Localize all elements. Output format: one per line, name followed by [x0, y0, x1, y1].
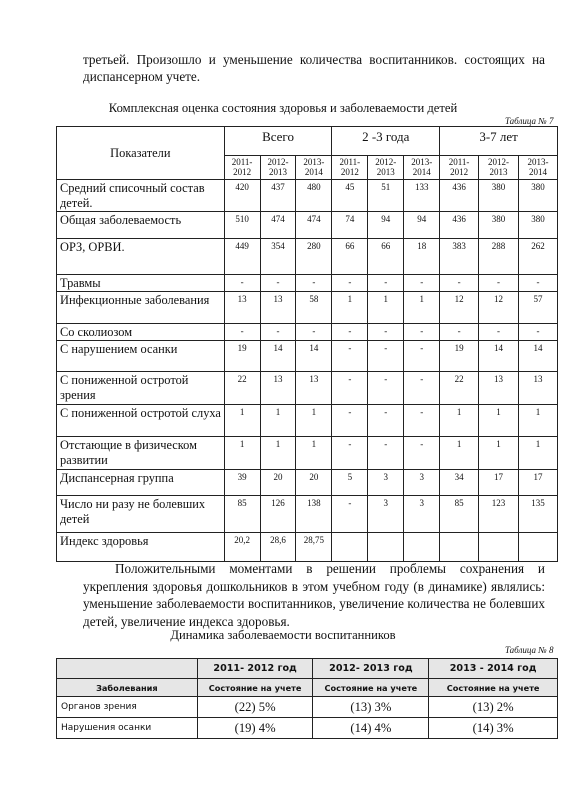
- value-cell: -: [224, 324, 260, 341]
- value-cell: -: [368, 405, 404, 437]
- value-cell: -: [368, 341, 404, 372]
- value-cell: 510: [224, 212, 260, 239]
- value-cell: -: [332, 405, 368, 437]
- indicator-label: С нарушением осанки: [57, 341, 225, 372]
- year-subheader: 2013- 2014: [296, 156, 332, 180]
- value-cell: 288: [479, 239, 519, 275]
- value-cell: 45: [332, 180, 368, 212]
- value-cell: 1: [440, 405, 479, 437]
- value-cell: 380: [479, 180, 519, 212]
- value-cell: 1: [260, 437, 296, 470]
- value-cell: -: [368, 275, 404, 292]
- indicator-label: Отстающие в физическом развитии: [57, 437, 225, 470]
- table-row: [57, 372, 558, 405]
- value-cell: 449: [224, 239, 260, 275]
- value-cell: 28,6: [260, 533, 296, 562]
- year-subheader: 2012- 2013: [368, 156, 404, 180]
- intro-line-1: третьей. Произошло и уменьшение количества воспитанников. состоящих на: [83, 52, 545, 67]
- disease-label: Органов зрения: [57, 697, 198, 718]
- table7-number: Таблица № 7: [505, 116, 554, 126]
- indicator-label: ОРЗ, ОРВИ.: [57, 239, 225, 275]
- value-cell: [479, 533, 519, 562]
- value-cell: 85: [440, 496, 479, 533]
- table8-caption: Динамика заболеваемости воспитанников: [170, 628, 396, 642]
- value-cell: 474: [296, 212, 332, 239]
- value-cell: 138: [296, 496, 332, 533]
- group-header-2-3: 2 -3 года: [332, 127, 440, 156]
- value-cell: -: [368, 324, 404, 341]
- table-row: [57, 212, 558, 239]
- value-cell: 354: [260, 239, 296, 275]
- value-cell: 94: [368, 212, 404, 239]
- value-cell: -: [260, 324, 296, 341]
- year-header: 2013 - 2014 год: [429, 659, 558, 679]
- value-cell: 1: [224, 405, 260, 437]
- value-cell: 17: [518, 470, 557, 496]
- summary-paragraph: Положительными моментами в решении проблемы сохранения и укрепления здоровья дошкольников в этом учебном году (в динамике) являлись: уменьшение заболеваемости воспитанников, увеличение количества не болевших детей, увеличение индекса здоровья.: [83, 561, 545, 629]
- indicator-label: Средний списочный состав детей.: [57, 180, 225, 212]
- value-cell: 437: [260, 180, 296, 212]
- indicator-label: С пониженной остротой зрения: [57, 372, 225, 405]
- indicator-label: С пониженной остротой слуха: [57, 405, 225, 437]
- intro-line-2: диспансерном учете.: [83, 69, 201, 84]
- value-cell: 3: [368, 470, 404, 496]
- value-cell: 1: [479, 437, 519, 470]
- value-cell: [518, 533, 557, 562]
- value-cell: 20,2: [224, 533, 260, 562]
- value-cell: 474: [260, 212, 296, 239]
- value-cell: -: [296, 324, 332, 341]
- intro-paragraph: [83, 51, 545, 85]
- value-cell: 18: [404, 239, 440, 275]
- group-header-3-7: 3-7 лет: [440, 127, 558, 156]
- table-row: [57, 718, 558, 739]
- value-cell: 14: [296, 341, 332, 372]
- year-header: 2011- 2012 год: [197, 659, 313, 679]
- value-cell: 58: [296, 292, 332, 324]
- value-cell: (14) 3%: [429, 718, 558, 739]
- value-cell: 1: [404, 292, 440, 324]
- value-cell: -: [332, 341, 368, 372]
- year-subheader: 2011- 2012: [224, 156, 260, 180]
- value-cell: 1: [260, 405, 296, 437]
- value-cell: 1: [479, 405, 519, 437]
- value-cell: -: [224, 275, 260, 292]
- value-cell: 3: [404, 496, 440, 533]
- value-cell: 262: [518, 239, 557, 275]
- morbidity-dynamics-table: [56, 658, 558, 739]
- value-cell: 57: [518, 292, 557, 324]
- value-cell: 94: [404, 212, 440, 239]
- table-row: [57, 533, 558, 562]
- indicator-label: Диспансерная группа: [57, 470, 225, 496]
- value-cell: -: [332, 372, 368, 405]
- value-cell: [368, 533, 404, 562]
- value-cell: -: [440, 275, 479, 292]
- value-cell: 1: [296, 405, 332, 437]
- status-subheader: Состояние на учете: [429, 679, 558, 697]
- table-row: [57, 292, 558, 324]
- value-cell: 3: [368, 496, 404, 533]
- value-cell: 13: [296, 372, 332, 405]
- value-cell: 380: [479, 212, 519, 239]
- value-cell: 85: [224, 496, 260, 533]
- value-cell: 280: [296, 239, 332, 275]
- value-cell: 126: [260, 496, 296, 533]
- value-cell: 20: [296, 470, 332, 496]
- value-cell: 19: [440, 341, 479, 372]
- value-cell: 22: [440, 372, 479, 405]
- value-cell: -: [332, 437, 368, 470]
- value-cell: 12: [479, 292, 519, 324]
- value-cell: 19: [224, 341, 260, 372]
- value-cell: [332, 533, 368, 562]
- year-subheader: 2013- 2014: [518, 156, 557, 180]
- value-cell: -: [479, 324, 519, 341]
- disease-label: Нарушения осанки: [57, 718, 198, 739]
- year-subheader: 2012- 2013: [479, 156, 519, 180]
- value-cell: (13) 3%: [313, 697, 429, 718]
- indicator-label: Травмы: [57, 275, 225, 292]
- year-header: 2012- 2013 год: [313, 659, 429, 679]
- table-row: [57, 437, 558, 470]
- year-subheader: 2012- 2013: [260, 156, 296, 180]
- value-cell: 51: [368, 180, 404, 212]
- value-cell: -: [404, 372, 440, 405]
- group-header-total: Всего: [224, 127, 332, 156]
- value-cell: 13: [260, 292, 296, 324]
- value-cell: -: [296, 275, 332, 292]
- indicator-label: Инфекционные заболевания: [57, 292, 225, 324]
- table-row: [57, 341, 558, 372]
- indicator-header: Показатели: [57, 127, 225, 180]
- indicator-label: Индекс здоровья: [57, 533, 225, 562]
- value-cell: 380: [518, 180, 557, 212]
- value-cell: 5: [332, 470, 368, 496]
- table-row: [57, 324, 558, 341]
- value-cell: 135: [518, 496, 557, 533]
- value-cell: -: [518, 275, 557, 292]
- value-cell: 14: [260, 341, 296, 372]
- value-cell: 13: [224, 292, 260, 324]
- table-row: [57, 275, 558, 292]
- value-cell: 1: [440, 437, 479, 470]
- value-cell: -: [404, 437, 440, 470]
- value-cell: 28,75: [296, 533, 332, 562]
- value-cell: -: [368, 372, 404, 405]
- year-subheader: 2011- 2012: [440, 156, 479, 180]
- table-row: [57, 697, 558, 718]
- empty-header-cell: [57, 659, 198, 679]
- value-cell: (19) 4%: [197, 718, 313, 739]
- value-cell: 383: [440, 239, 479, 275]
- health-assessment-table: [56, 126, 558, 562]
- table-row: [57, 496, 558, 533]
- table-row: [57, 180, 558, 212]
- value-cell: 34: [440, 470, 479, 496]
- value-cell: 14: [518, 341, 557, 372]
- value-cell: 480: [296, 180, 332, 212]
- value-cell: 436: [440, 180, 479, 212]
- table7-caption: Комплексная оценка состояния здоровья и заболеваемости детей: [108, 101, 458, 115]
- value-cell: 1: [518, 405, 557, 437]
- value-cell: 123: [479, 496, 519, 533]
- indicator-label: Со сколиозом: [57, 324, 225, 341]
- value-cell: -: [332, 275, 368, 292]
- status-subheader: Состояние на учете: [197, 679, 313, 697]
- value-cell: 20: [260, 470, 296, 496]
- value-cell: 13: [479, 372, 519, 405]
- value-cell: 12: [440, 292, 479, 324]
- value-cell: -: [404, 324, 440, 341]
- table-row: [57, 470, 558, 496]
- value-cell: -: [404, 275, 440, 292]
- value-cell: 13: [260, 372, 296, 405]
- value-cell: -: [260, 275, 296, 292]
- value-cell: 66: [368, 239, 404, 275]
- value-cell: 14: [479, 341, 519, 372]
- value-cell: -: [368, 437, 404, 470]
- value-cell: 1: [296, 437, 332, 470]
- value-cell: 133: [404, 180, 440, 212]
- table8-number: Таблица № 8: [505, 645, 554, 655]
- value-cell: (13) 2%: [429, 697, 558, 718]
- value-cell: [404, 533, 440, 562]
- value-cell: 66: [332, 239, 368, 275]
- value-cell: 3: [404, 470, 440, 496]
- indicator-label: Число ни разу не болевших детей: [57, 496, 225, 533]
- value-cell: -: [332, 496, 368, 533]
- value-cell: 1: [518, 437, 557, 470]
- value-cell: 1: [332, 292, 368, 324]
- value-cell: [440, 533, 479, 562]
- value-cell: -: [479, 275, 519, 292]
- value-cell: (22) 5%: [197, 697, 313, 718]
- value-cell: (14) 4%: [313, 718, 429, 739]
- table-row: [57, 405, 558, 437]
- year-subheader: 2011- 2012: [332, 156, 368, 180]
- table-row: [57, 239, 558, 275]
- disease-column-header: Заболевания: [57, 679, 198, 697]
- value-cell: -: [404, 405, 440, 437]
- value-cell: -: [404, 341, 440, 372]
- value-cell: -: [518, 324, 557, 341]
- value-cell: 420: [224, 180, 260, 212]
- value-cell: -: [332, 324, 368, 341]
- value-cell: 1: [368, 292, 404, 324]
- value-cell: 380: [518, 212, 557, 239]
- value-cell: 13: [518, 372, 557, 405]
- indicator-label: Общая заболеваемость: [57, 212, 225, 239]
- value-cell: 39: [224, 470, 260, 496]
- value-cell: -: [440, 324, 479, 341]
- value-cell: 1: [224, 437, 260, 470]
- value-cell: 17: [479, 470, 519, 496]
- value-cell: 436: [440, 212, 479, 239]
- value-cell: 22: [224, 372, 260, 405]
- status-subheader: Состояние на учете: [313, 679, 429, 697]
- value-cell: 74: [332, 212, 368, 239]
- year-subheader: 2013- 2014: [404, 156, 440, 180]
